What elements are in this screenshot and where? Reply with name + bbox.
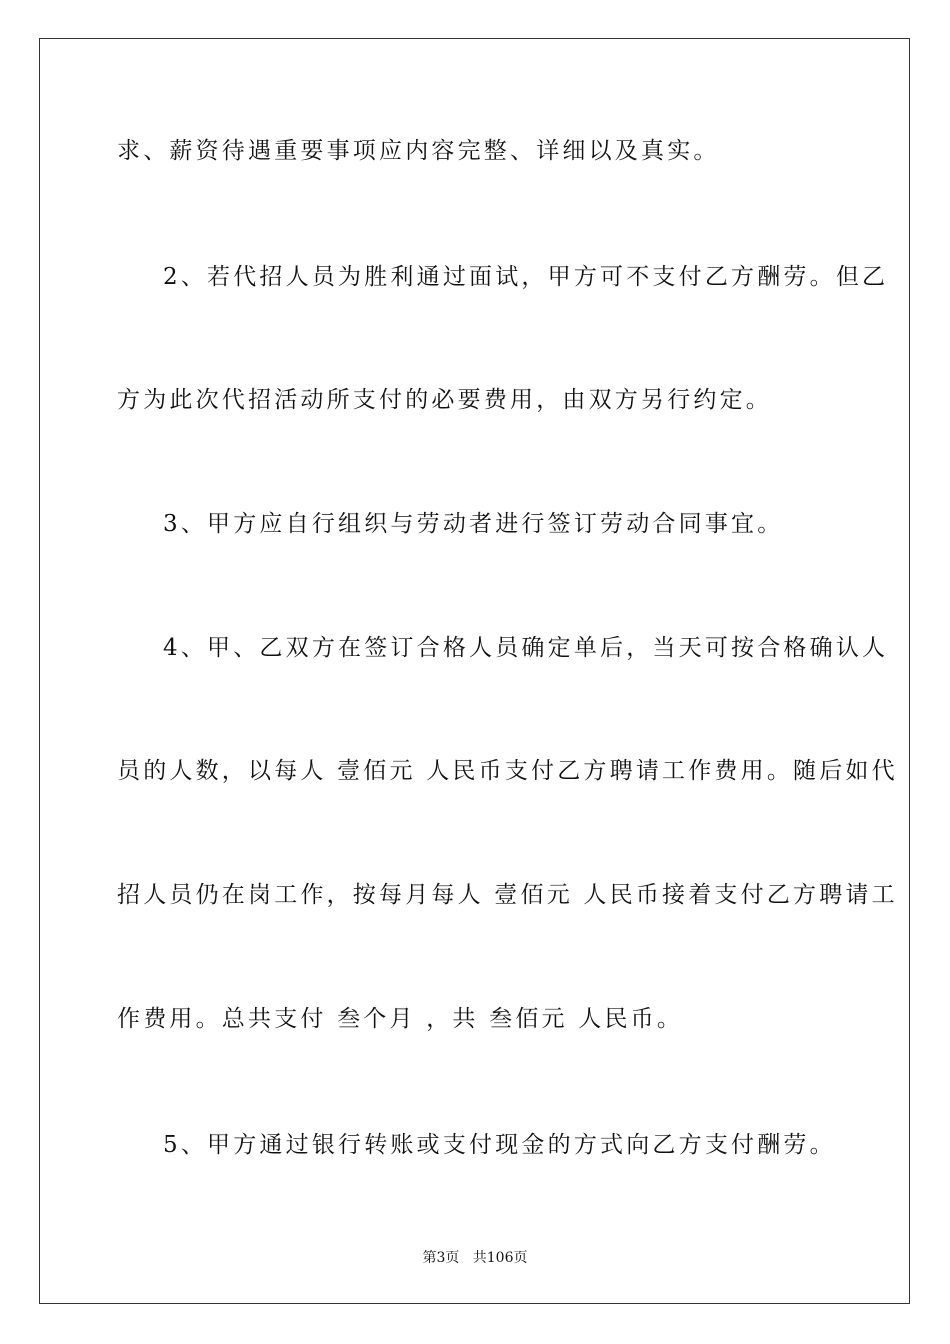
paragraph-line-4: 3、甲方应自行组织与劳动者进行签订劳动合同事宜。 bbox=[163, 511, 784, 537]
page-number-footer: 第3页 共106页 bbox=[422, 1250, 528, 1266]
paragraph-line-6: 员的人数，以每人 壹佰元 人民币支付乙方聘请工作费用。随后如代 bbox=[117, 758, 898, 784]
paragraph-line-9: 5、甲方通过银行转账或支付现金的方式向乙方支付酬劳。 bbox=[163, 1132, 836, 1158]
page-border bbox=[39, 38, 910, 1304]
paragraph-line-1: 求、薪资待遇重要事项应内容完整、详细以及真实。 bbox=[117, 138, 720, 164]
paragraph-line-2: 2、若代招人员为胜利通过面试，甲方可不支付乙方酬劳。但乙 bbox=[163, 264, 889, 290]
paragraph-line-7: 招人员仍在岗工作，按每月每人 壹佰元 人民币接着支付乙方聘请工 bbox=[117, 882, 898, 908]
paragraph-line-3: 方为此次代招活动所支付的必要费用，由双方另行约定。 bbox=[117, 387, 772, 413]
paragraph-line-8: 作费用。总共支付 叁个月 ，共 叁佰元 人民币。 bbox=[117, 1006, 684, 1032]
paragraph-line-5: 4、甲、乙双方在签订合格人员确定单后，当天可按合格确认人 bbox=[163, 635, 889, 661]
